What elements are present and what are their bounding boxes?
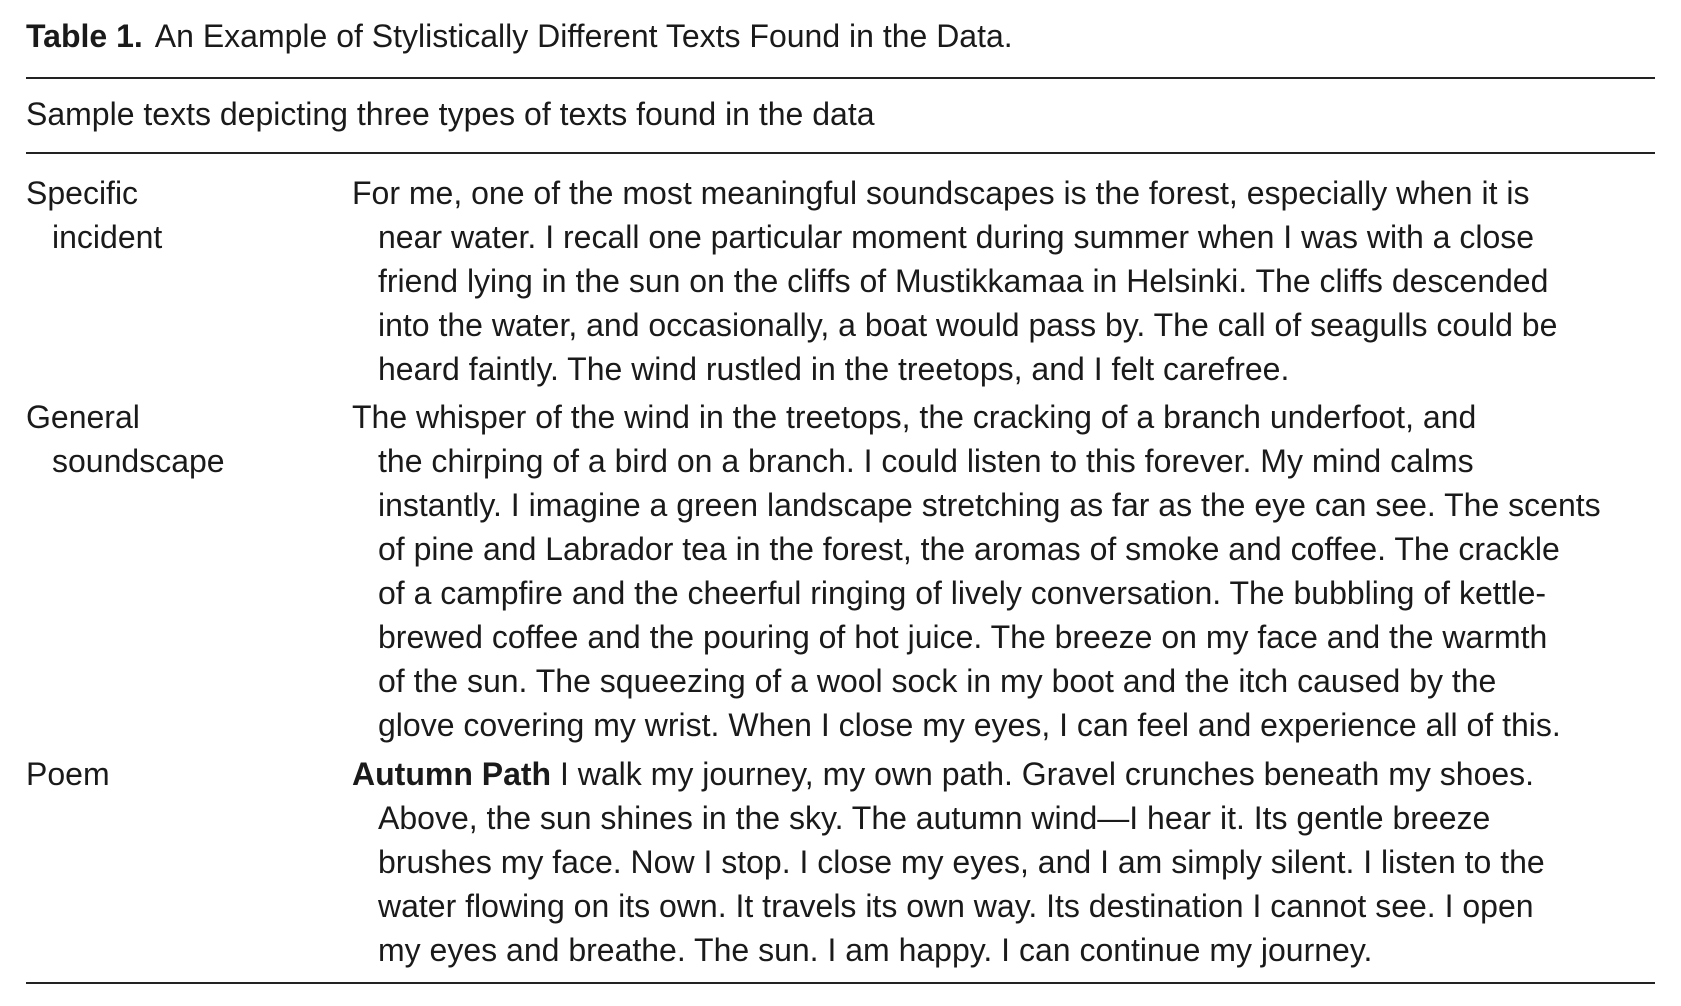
poem-title: Autumn Path [352,756,552,792]
poem-first-line: I walk my journey, my own path. Gravel crunches beneath my shoes. [551,756,1535,792]
table-caption [26,16,1013,56]
text-line: glove covering my wrist. When I close my eyes, I can feel and experience all of this. [378,707,1561,743]
text-line: instantly. I imagine a green landscape stretching as far as the eye can see. The scents [378,487,1601,523]
row-label-line: soundscape [52,443,225,479]
row-label-line: Poem [26,756,110,792]
table-caption-label: Table 1. [26,18,143,54]
row-label [26,395,326,483]
text-line: the chirping of a bird on a branch. I could listen to this forever. My mind calms [378,443,1474,479]
top-rule [26,77,1655,79]
row-label [26,171,326,259]
row-label-line: incident [52,219,163,255]
text-line: brushes my face. Now I stop. I close my eyes, and I am simply silent. I listen to the [378,844,1545,880]
row-sample-text [352,752,1677,972]
table-caption-text: An Example of Stylistically Different Texts Found in the Data. [154,18,1013,54]
row-label [26,752,326,796]
text-line: into the water, and occasionally, a boat would pass by. The call of seagulls could be [378,307,1558,343]
text-line: near water. I recall one particular moment during summer when I was with a close [378,219,1535,255]
text-line: friend lying in the sun on the cliffs of Mustikkamaa in Helsinki. The cliffs descended [378,263,1549,299]
text-line: brewed coffee and the pouring of hot juice. The breeze on my face and the warmth [378,619,1548,655]
text-line: Above, the sun shines in the sky. The autumn wind—I hear it. Its gentle breeze [378,800,1491,836]
text-line: The whisper of the wind in the treetops, the cracking of a branch underfoot, and [352,399,1477,435]
row-label-line: General [26,399,140,435]
text-line: of pine and Labrador tea in the forest, the aromas of smoke and coffee. The crackle [378,531,1560,567]
text-line: my eyes and breathe. The sun. I am happy. I can continue my journey. [378,932,1373,968]
text-line [352,752,1677,796]
row-label-line: Specific [26,175,139,211]
text-line: For me, one of the most meaningful soundscapes is the forest, especially when it is [352,175,1530,211]
column-header: Sample texts depicting three types of texts found in the data [26,96,875,132]
bottom-rule [26,982,1655,984]
row-sample-text [352,171,1677,391]
text-line: heard faintly. The wind rustled in the treetops, and I felt carefree. [378,351,1290,387]
header-rule [26,152,1655,154]
text-line: of a campfire and the cheerful ringing of lively conversation. The bubbling of kettle- [378,575,1547,611]
row-sample-text [352,395,1677,747]
text-line: water flowing on its own. It travels its own way. Its destination I cannot see. I open [378,888,1534,924]
text-line: of the sun. The squeezing of a wool sock in my boot and the itch caused by the [378,663,1497,699]
